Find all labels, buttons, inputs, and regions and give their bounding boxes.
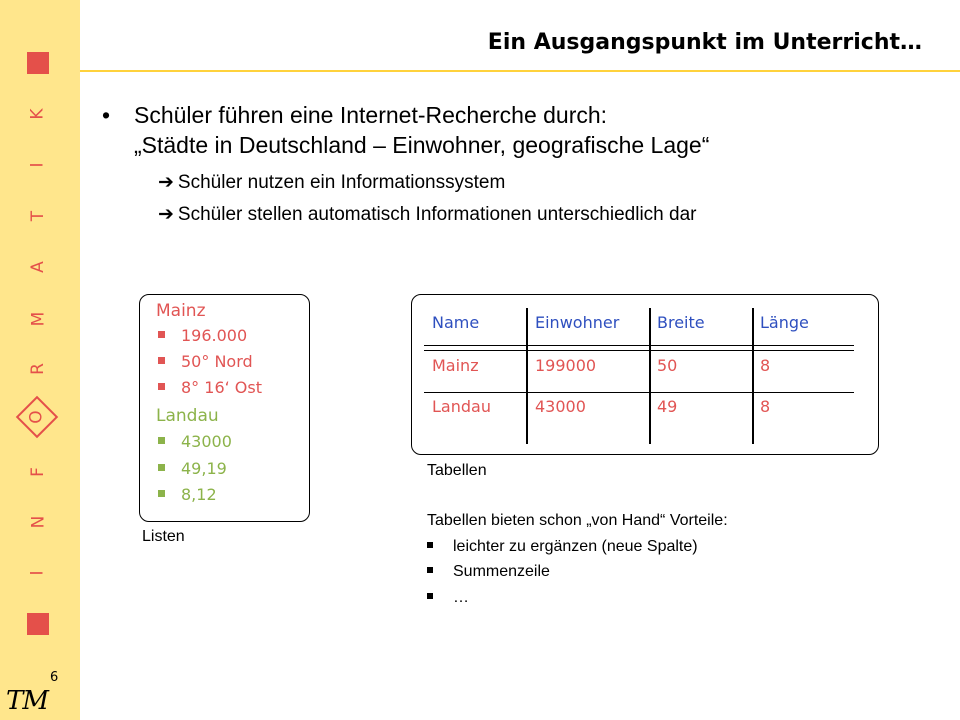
- slide-title: Ein Ausgangspunkt im Unterricht…: [487, 30, 922, 55]
- arrow-item-text: Schüler stellen automatisch Informationen unterschiedlich dar: [177, 204, 697, 225]
- sidebar-letter: N: [28, 515, 48, 529]
- sidebar-letter: M: [27, 311, 48, 327]
- arrow-item: [158, 171, 505, 194]
- sidebar: [0, 0, 80, 720]
- list-heading-mainz: Mainz: [156, 301, 206, 321]
- title-divider: [80, 70, 960, 72]
- sidebar-letter: O: [26, 410, 47, 424]
- list-caption: Listen: [142, 528, 185, 545]
- table-column-rule: [649, 308, 651, 444]
- page-number: 6: [50, 670, 59, 685]
- advantage-item: Summenzeile: [427, 563, 550, 581]
- list-item: 8,12: [158, 485, 217, 504]
- advantage-item: leichter zu ergänzen (neue Spalte): [427, 538, 698, 556]
- sidebar-letter: T: [27, 210, 48, 222]
- table-cell: 49: [657, 397, 678, 416]
- arrow-right-icon: ➔: [158, 171, 174, 193]
- sidebar-square: [27, 613, 49, 635]
- sidebar-letter: R: [28, 363, 48, 375]
- table-header-cell: Breite: [657, 313, 705, 332]
- sidebar-letter: K: [28, 108, 48, 120]
- sidebar-square: [27, 52, 49, 74]
- tm-logo: TM: [6, 686, 48, 716]
- arrow-item-text: Schüler nutzen ein Informationssystem: [177, 172, 506, 193]
- sidebar-letter: I: [27, 162, 48, 168]
- table-header-cell: Länge: [760, 313, 809, 332]
- advantage-item: …: [427, 589, 469, 607]
- bullet-line-2: „Städte in Deutschland – Einwohner, geografische Lage“: [134, 132, 710, 158]
- advantages-intro: Tabellen bieten schon „von Hand“ Vorteile:: [427, 512, 728, 529]
- list-item: 50° Nord: [158, 352, 253, 371]
- sidebar-letter: A: [27, 261, 48, 273]
- table-rule: [424, 345, 854, 346]
- bullet-line-1: Schüler führen eine Internet-Recherche durch:: [134, 102, 608, 128]
- table-column-rule: [752, 308, 754, 444]
- arrow-item: [158, 203, 696, 226]
- table-cell: 43000: [535, 397, 586, 416]
- list-item: 49,19: [158, 459, 227, 478]
- table-caption: Tabellen: [427, 462, 487, 479]
- table-rule: [424, 392, 854, 393]
- table-cell: 199000: [535, 356, 597, 375]
- list-heading-landau: Landau: [156, 406, 219, 426]
- list-item: 43000: [158, 432, 232, 451]
- table-column-rule: [526, 308, 528, 444]
- table-cell: 50: [657, 356, 678, 375]
- list-item: 196.000: [158, 326, 247, 345]
- arrow-right-icon: ➔: [158, 203, 174, 225]
- table-rule: [424, 350, 854, 351]
- table-header-cell: Name: [432, 313, 480, 332]
- table-cell: 8: [760, 397, 771, 416]
- sidebar-letter: I: [27, 570, 48, 576]
- table-cell: Mainz: [432, 356, 479, 375]
- list-item: 8° 16‘ Ost: [158, 378, 262, 397]
- table-cell: 8: [760, 356, 771, 375]
- bullet-dot: •: [102, 102, 111, 128]
- table-cell: Landau: [432, 397, 491, 416]
- table-header-cell: Einwohner: [535, 313, 620, 332]
- sidebar-letter: F: [28, 467, 48, 477]
